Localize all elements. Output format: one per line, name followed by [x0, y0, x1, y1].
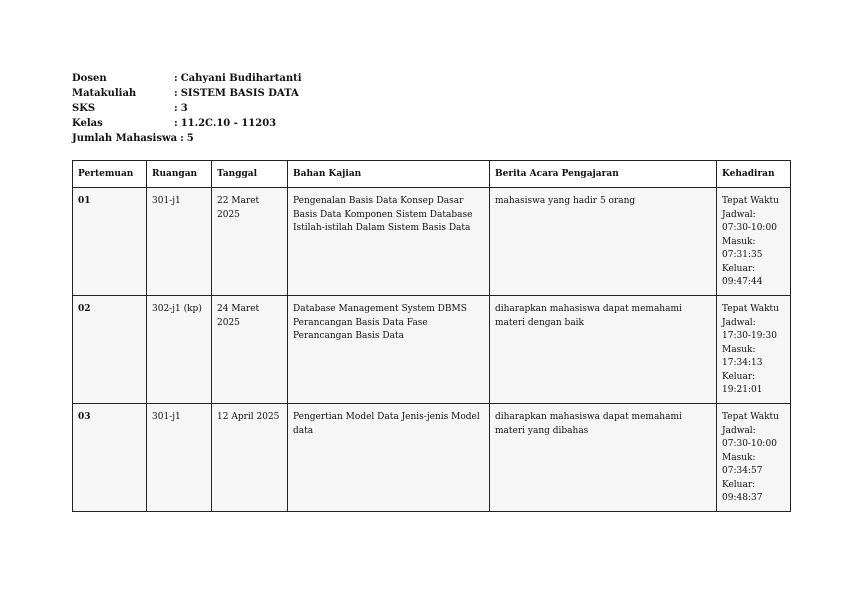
info-value-matakuliah: SISTEM BASIS DATA — [180, 88, 299, 99]
kehadiran-masuk-value: 07:34:57 — [722, 466, 763, 476]
kehadiran-masuk-label: Masuk: — [722, 236, 756, 247]
info-separator: : — [174, 73, 178, 84]
info-separator: : — [180, 133, 184, 144]
info-row-sks — [72, 101, 302, 116]
cell-ruangan: 301-j1 — [147, 404, 212, 512]
info-label: Jumlah Mahasiswa — [72, 133, 178, 144]
kehadiran-jadwal-value: 17:30-19:30 — [722, 331, 777, 341]
kehadiran-keluar-value: 09:47:44 — [722, 277, 763, 287]
header-ruangan: Ruangan — [147, 161, 212, 188]
cell-berita-acara: diharapkan mahasiswa dapat memahami materi yang dibahas — [490, 404, 717, 512]
kehadiran-status: Tepat Waktu — [722, 412, 779, 422]
info-separator: : — [174, 88, 178, 99]
info-value-dosen: Cahyani Budihartanti — [180, 73, 302, 84]
header-bahan-kajian: Bahan Kajian — [288, 161, 490, 188]
cell-pertemuan: 01 — [73, 188, 147, 296]
info-value-sks: 3 — [180, 103, 188, 114]
header-kehadiran: Kehadiran — [717, 161, 791, 188]
header-tanggal: Tanggal — [212, 161, 288, 188]
info-value-jumlah-mahasiswa: 5 — [186, 133, 194, 144]
kehadiran-jadwal-value: 07:30-10:00 — [722, 439, 777, 449]
info-label: Kelas — [72, 118, 103, 129]
cell-berita-acara: mahasiswa yang hadir 5 orang — [490, 188, 717, 296]
info-row-dosen — [72, 71, 302, 86]
kehadiran-keluar-value: 19:21:01 — [722, 385, 763, 395]
kehadiran-jadwal-value: 07:30-10:00 — [722, 223, 777, 233]
info-separator: : — [174, 118, 178, 129]
kehadiran-masuk-value: 17:34:13 — [722, 358, 763, 368]
cell-kehadiran — [717, 404, 791, 512]
info-row-jumlah-mahasiswa — [72, 131, 302, 146]
table-row — [73, 188, 791, 296]
kehadiran-keluar-label: Keluar: — [722, 371, 756, 382]
table-header-row — [73, 161, 791, 188]
cell-tanggal: 22 Maret 2025 — [212, 188, 288, 296]
cell-kehadiran — [717, 188, 791, 296]
cell-pertemuan: 02 — [73, 296, 147, 404]
kehadiran-masuk-label: Masuk: — [722, 452, 756, 463]
info-label: Dosen — [72, 73, 107, 84]
table-row — [73, 296, 791, 404]
info-row-matakuliah — [72, 86, 302, 101]
cell-berita-acara: diharapkan mahasiswa dapat memahami materi dengan baik — [490, 296, 717, 404]
cell-tanggal: 12 April 2025 — [212, 404, 288, 512]
kehadiran-status: Tepat Waktu — [722, 304, 779, 314]
course-info-block — [72, 71, 302, 146]
cell-bahan-kajian: Pengertian Model Data Jenis-jenis Model data — [288, 404, 490, 512]
kehadiran-masuk-label: Masuk: — [722, 344, 756, 355]
info-row-kelas — [72, 116, 302, 131]
kehadiran-jadwal-label: Jadwal: — [722, 425, 756, 436]
kehadiran-jadwal-label: Jadwal: — [722, 209, 756, 220]
kehadiran-keluar-label: Keluar: — [722, 479, 756, 490]
kehadiran-keluar-label: Keluar: — [722, 263, 756, 274]
cell-kehadiran — [717, 296, 791, 404]
info-separator: : — [174, 103, 178, 114]
kehadiran-keluar-value: 09:48:37 — [722, 493, 763, 503]
info-label: Matakuliah — [72, 88, 137, 99]
header-pertemuan: Pertemuan — [73, 161, 147, 188]
attendance-table — [72, 160, 791, 512]
table-row — [73, 404, 791, 512]
cell-bahan-kajian: Pengenalan Basis Data Konsep Dasar Basis Data Komponen Sistem Database Istilah-istilah Dalam Sistem Basis Data — [288, 188, 490, 296]
info-label: SKS — [72, 103, 96, 114]
info-value-kelas: 11.2C.10 - 11203 — [180, 118, 277, 129]
cell-ruangan: 301-j1 — [147, 188, 212, 296]
kehadiran-status: Tepat Waktu — [722, 196, 779, 206]
cell-bahan-kajian: Database Management System DBMS Perancangan Basis Data Fase Perancangan Basis Data — [288, 296, 490, 404]
cell-ruangan: 302-j1 (kp) — [147, 296, 212, 404]
kehadiran-masuk-value: 07:31:35 — [722, 250, 763, 260]
cell-pertemuan: 03 — [73, 404, 147, 512]
kehadiran-jadwal-label: Jadwal: — [722, 317, 756, 328]
cell-tanggal: 24 Maret 2025 — [212, 296, 288, 404]
header-berita-acara: Berita Acara Pengajaran — [490, 161, 717, 188]
